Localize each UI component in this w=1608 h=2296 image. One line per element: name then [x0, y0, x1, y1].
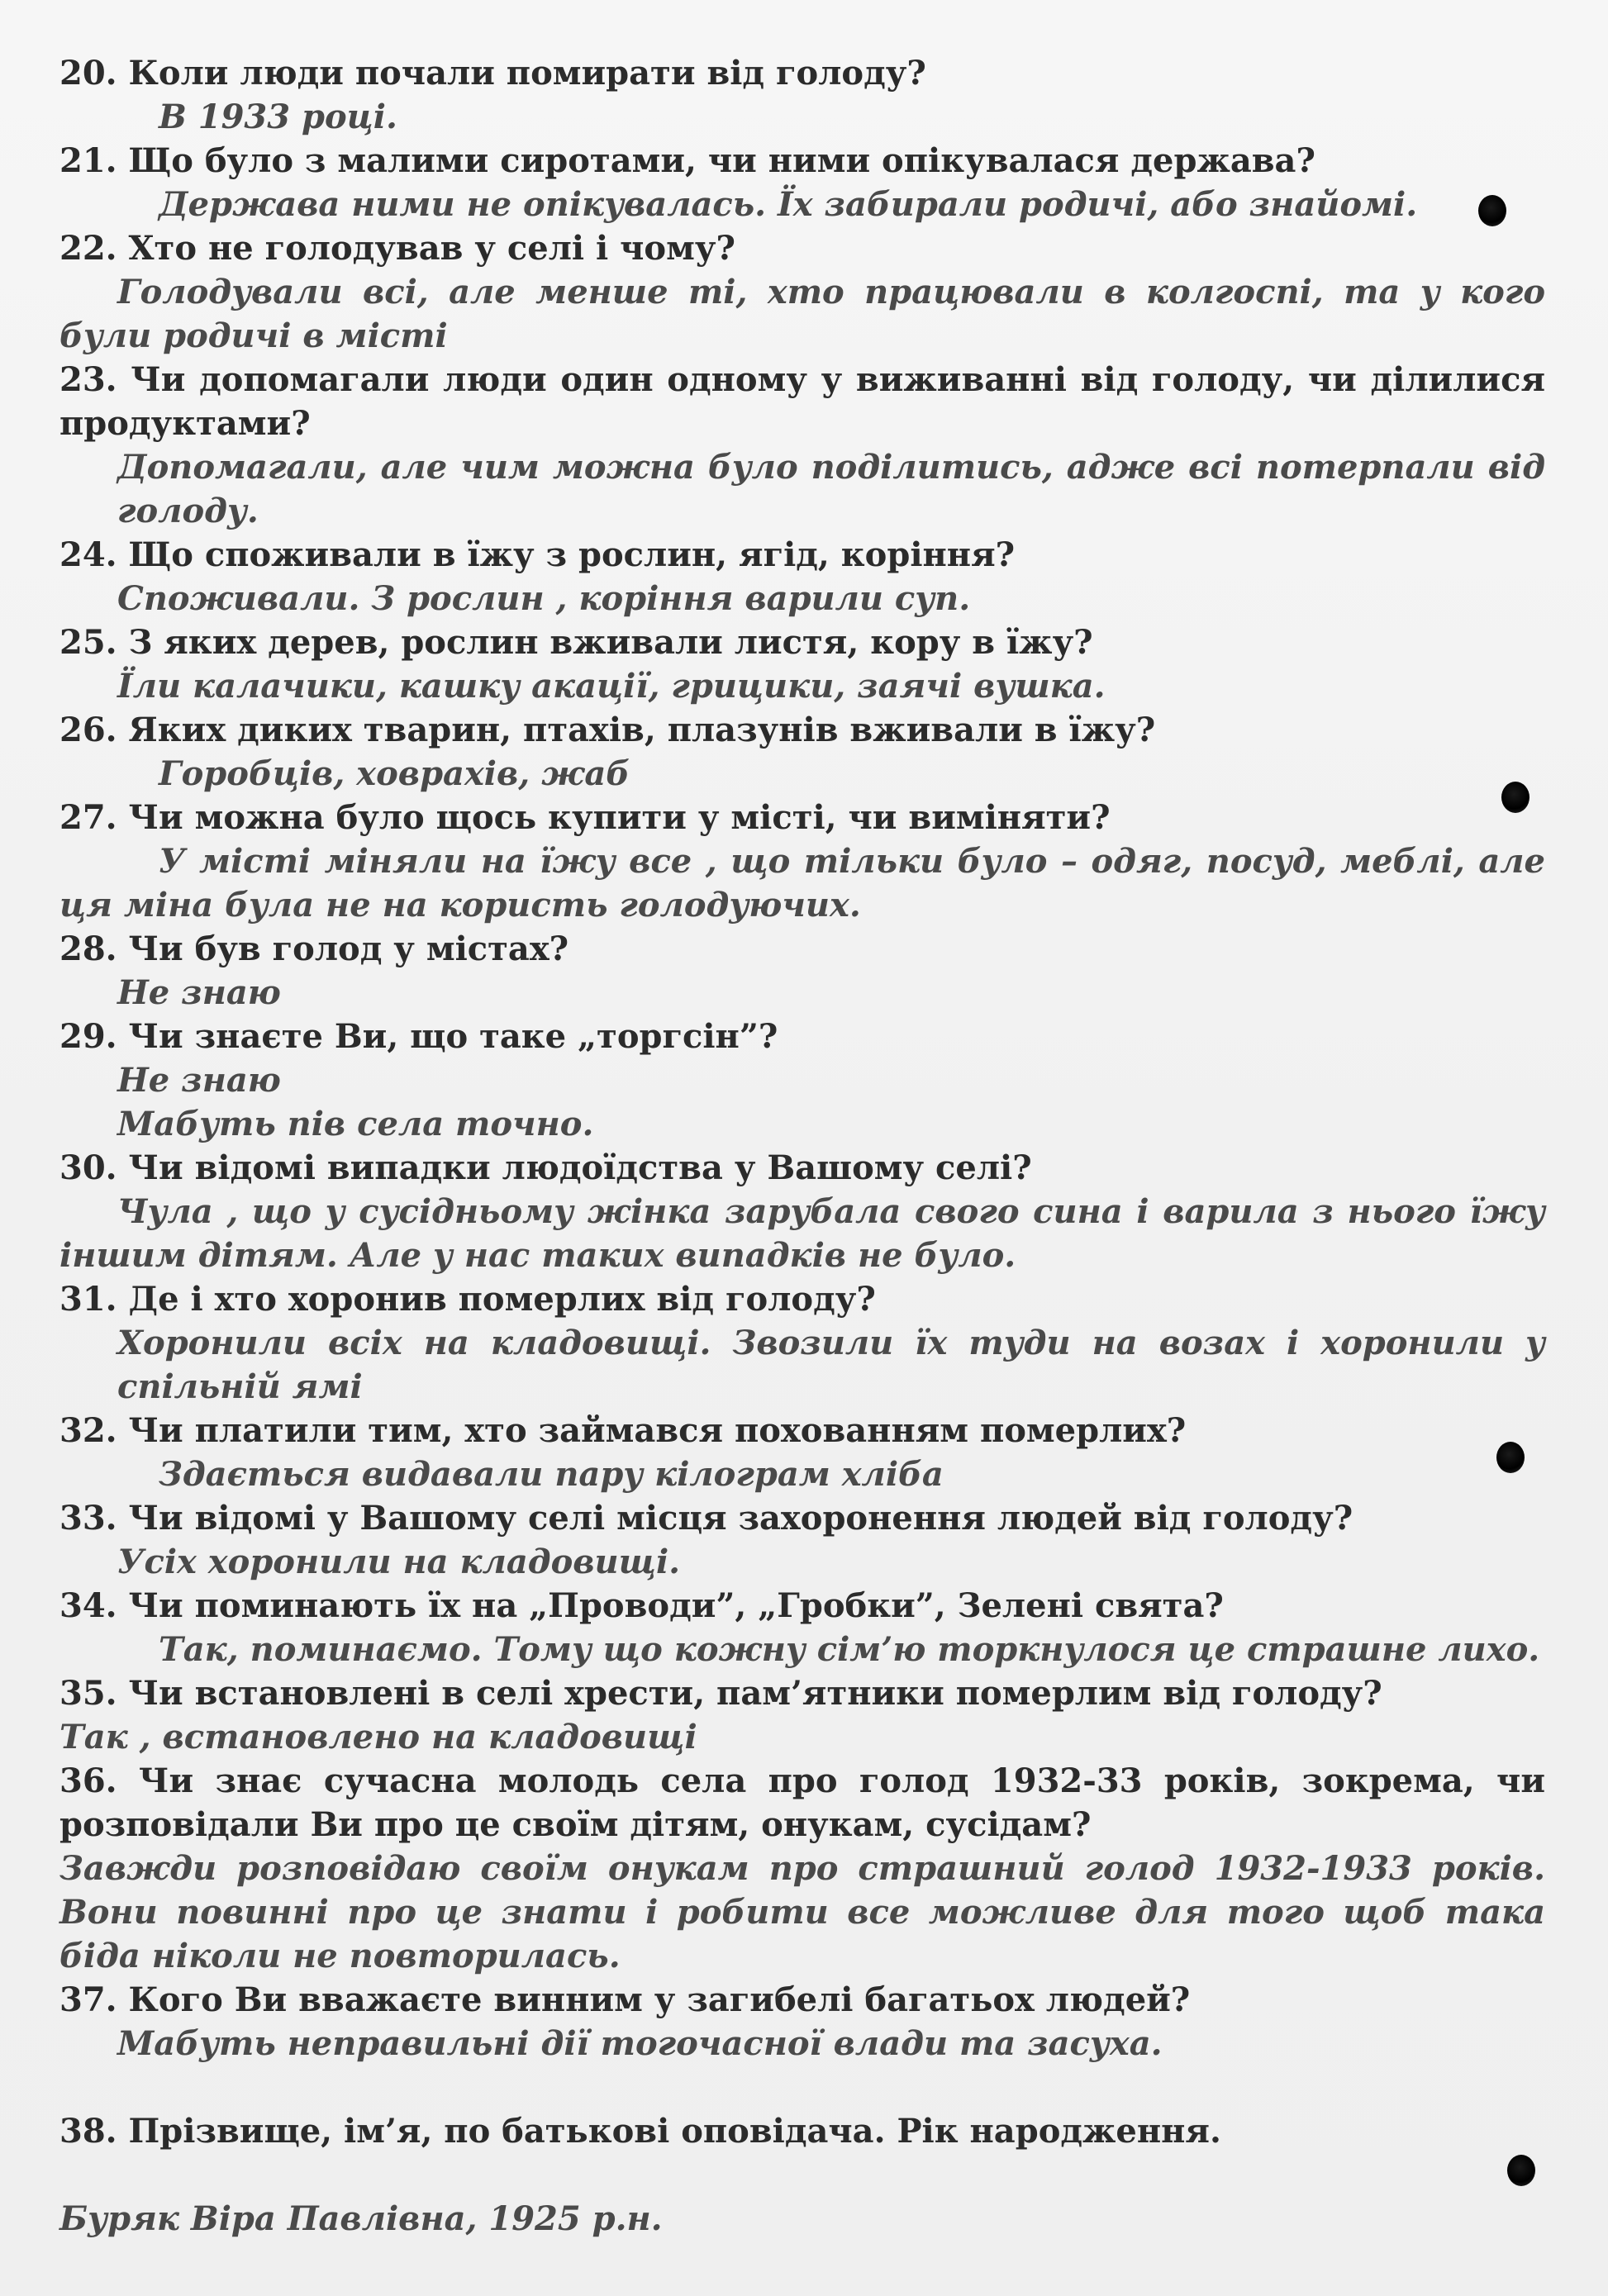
answer: Голодували всі, але менше ті, хто працювали в колгоспі, та у кого були родичі в місті — [59, 273, 1545, 355]
answer: Хоронили всіх на кладовищі. Звозили їх туди на возах і хоронили у спільній ямі — [117, 1324, 1545, 1406]
question: 27. Чи можна було щось купити у місті, чи виміняти? — [59, 798, 1111, 837]
question: 35. Чи встановлені в селі хрести, пам’ятники померлим від голоду? — [59, 1674, 1382, 1713]
answer: Не знаю — [117, 973, 281, 1012]
question: 34. Чи поминають їх на „Проводи”, „Гробки”, Зелені свята? — [59, 1586, 1224, 1625]
question: 31. Де і хто хоронив померлих від голоду? — [59, 1280, 876, 1319]
question: 23. Чи допомагали люди один одному у виживанні від голоду, чи ділилися продуктами? — [59, 360, 1545, 443]
answer: В 1933 році. — [159, 97, 397, 136]
answer: Здається видавали пару кілограм хліба — [159, 1455, 944, 1494]
question: 36. Чи знає сучасна молодь села про голод 1932-33 років, зокрема, чи розповідали Ви про це своїм дітям, онукам, сусідам? — [59, 1761, 1545, 1844]
question: 21. Що було з малими сиротами, чи ними опікувалася держава? — [59, 141, 1315, 180]
answer: Завжди розповідаю своїм онукам про страшний голод 1932-1933 років. Вони повинні про це знати і робити все можливе для того щоб така біда ніколи не повторилась. — [59, 1849, 1545, 1975]
punch-hole-icon — [1496, 1442, 1525, 1473]
question: 32. Чи платили тим, хто займався похованням померлих? — [59, 1411, 1187, 1450]
question: 20. Коли люди почали помирати від голоду? — [59, 54, 926, 93]
question: 30. Чи відомі випадки людоїдства у Вашому селі? — [59, 1148, 1032, 1187]
question: 25. З яких дерев, рослин вживали листя, кору в їжу? — [59, 623, 1093, 662]
question: 33. Чи відомі у Вашому селі місця захоронення людей від голоду? — [59, 1499, 1353, 1538]
answer: Усіх хоронили на кладовищі. — [117, 1543, 681, 1581]
answer: У місті міняли на їжу все , що тільки було – одяг, посуд, меблі, але ця міна була не на користь голодуючих. — [59, 842, 1545, 925]
answer: Не знаю — [117, 1061, 281, 1100]
answer: Мабуть пів села точно. — [117, 1105, 594, 1143]
questionnaire-text — [59, 51, 1545, 2241]
question: 22. Хто не голодував у селі і чому? — [59, 229, 735, 268]
question: 29. Чи знаєте Ви, що таке „торгсін”? — [59, 1017, 778, 1056]
question-narrator: 38. Прізвище, ім’я, по батькові оповідача. Рік народження. — [59, 2112, 1221, 2151]
question: 24. Що споживали в їжу з рослин, ягід, коріння? — [59, 535, 1016, 574]
answer: Держава ними не опікувалась. Їх забирали родичі, або знайомі. — [159, 185, 1418, 224]
answer: Споживали. З рослин , коріння варили суп. — [117, 579, 971, 618]
answer: Чула , що у сусідньому жінка зарубала свого сина і варила з нього їжу іншим дітям. Але у нас таких випадків не було. — [59, 1192, 1545, 1275]
punch-hole-icon — [1501, 782, 1530, 813]
answer: Горобців, ховрахів, жаб — [159, 754, 630, 793]
narrator-name: Буряк Віра Павлівна, 1925 р.н. — [59, 2199, 663, 2238]
punch-hole-icon — [1478, 195, 1506, 226]
punch-hole-icon — [1507, 2155, 1535, 2186]
answer: Допомагали, але чим можна було поділитись, адже всі потерпали від голоду. — [117, 448, 1545, 530]
answer: Їли калачики, кашку акації, грицики, заячі вушка. — [117, 667, 1106, 706]
answer: Так , встановлено на кладовищі — [59, 1718, 697, 1756]
question: 37. Кого Ви вважаєте винним у загибелі багатьох людей? — [59, 1980, 1191, 2019]
question: 26. Яких диких тварин, птахів, плазунів вживали в їжу? — [59, 711, 1156, 749]
spacer — [59, 2065, 1545, 2109]
spacer — [59, 2153, 1545, 2197]
answer: Так, поминаємо. Тому що кожну сім’ю торкнулося це страшне лихо. — [159, 1630, 1540, 1669]
answer: Мабуть неправильні дії тогочасної влади та засуха. — [117, 2024, 1163, 2063]
question: 28. Чи був голод у містах? — [59, 929, 569, 968]
